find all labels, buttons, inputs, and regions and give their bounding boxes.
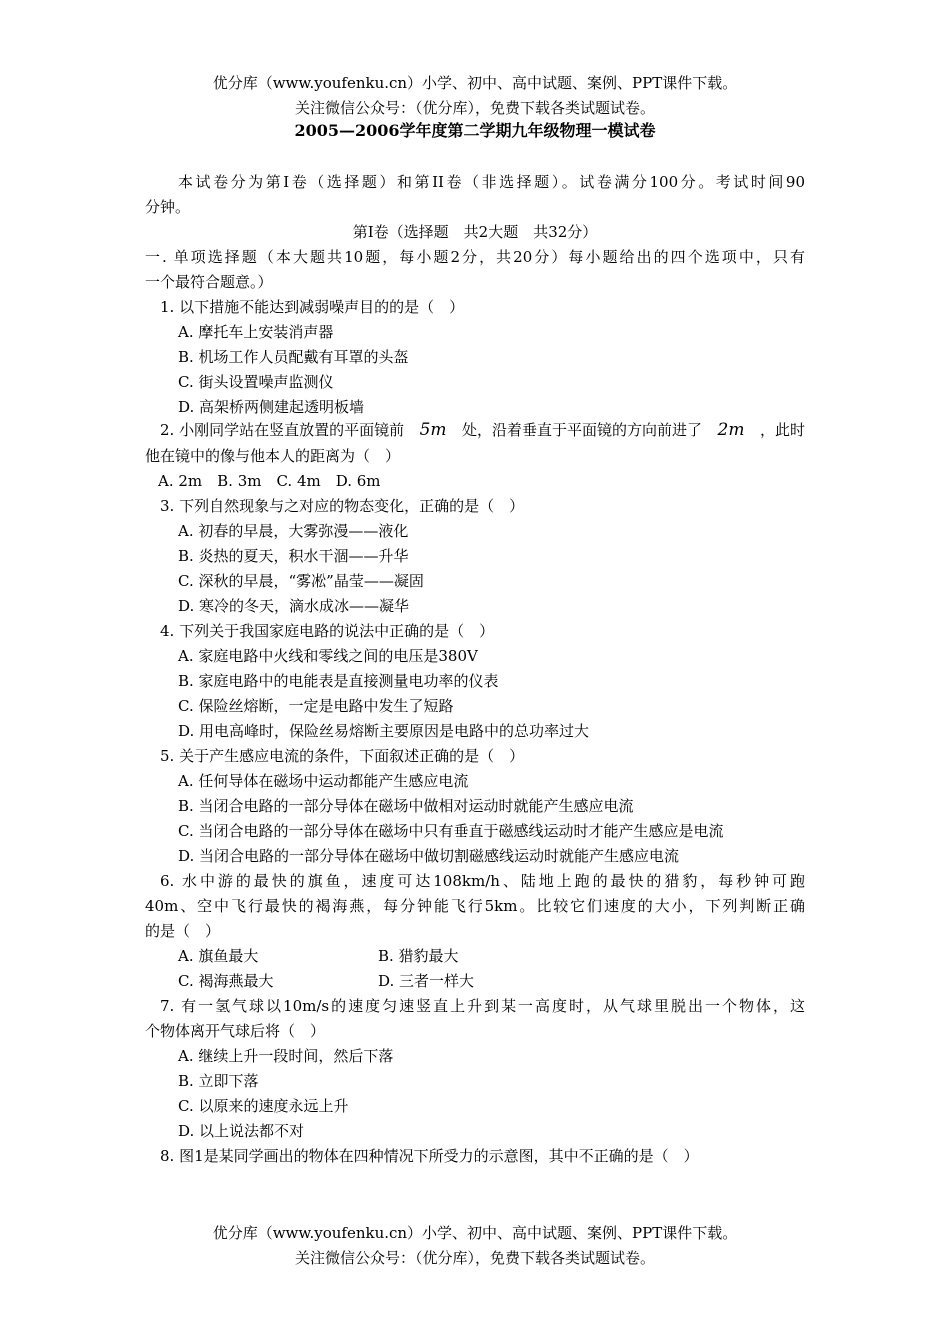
q3-option-a: A. 初春的早晨，大雾弥漫——液化 bbox=[178, 522, 409, 540]
q2-stem-part-b: 处，沿着垂直于平面镜的方向前进了 bbox=[462, 421, 703, 439]
q1-stem: 1. 以下措施不能达到减弱噪声目的的是（ ） bbox=[160, 298, 465, 316]
q7-option-b: B. 立即下落 bbox=[178, 1072, 259, 1090]
part1-line-1: 一. 单项选择题（本大题共10题，每小题2分，共20分）每小题给出的四个选项中，只有 bbox=[145, 248, 805, 266]
header-line-2: 关注微信公众号：（优分库），免费下载各类试题试卷。 bbox=[294, 99, 655, 117]
q4-option-c: C. 保险丝熔断，一定是电路中发生了短路 bbox=[178, 697, 454, 715]
page-title: 2005—2006学年度第二学期九年级物理一模试卷 bbox=[294, 121, 656, 140]
q2-stem-part-a: 2. 小刚同学站在竖直放置的平面镜前 bbox=[160, 421, 405, 439]
header-line-1: 优分库（www.youfenku.cn）小学、初中、高中试题、案例、PPT课件下载。 bbox=[212, 74, 738, 92]
q8-stem: 8. 图1是某同学画出的物体在四种情况下所受力的示意图，其中不正确的是（ ） bbox=[160, 1147, 699, 1165]
footer-line-2: 关注微信公众号：（优分库），免费下载各类试题试卷。 bbox=[294, 1249, 655, 1267]
q4-option-a: A. 家庭电路中火线和零线之间的电压是380V bbox=[178, 647, 478, 665]
q1-option-a: A. 摩托车上安装消声器 bbox=[178, 323, 334, 341]
q4-option-d: D. 用电高峰时，保险丝易熔断主要原因是电路中的总功率过大 bbox=[178, 722, 590, 740]
part1-line-2: 一个最符合题意。） bbox=[145, 273, 273, 291]
q1-option-c: C. 街头设置噪声监测仪 bbox=[178, 373, 334, 391]
q4-stem: 4. 下列关于我国家庭电路的说法中正确的是（ ） bbox=[160, 622, 495, 640]
q2-distance-2m: 2m bbox=[717, 420, 745, 440]
q2-distance-5m: 5m bbox=[419, 420, 447, 440]
q5-option-d: D. 当闭合电路的一部分导体在磁场中做切割磁感线运动时就能产生感应电流 bbox=[178, 847, 680, 865]
q2-options: A. 2m B. 3m C. 4m D. 6m bbox=[158, 472, 381, 490]
q6-line-2: 40m、空中飞行最快的褐海燕，每分钟能飞行5km。比较它们速度的大小，下列判断正确 bbox=[145, 897, 805, 915]
q5-option-c: C. 当闭合电路的一部分导体在磁场中只有垂直于磁感线运动时才能产生感应是电流 bbox=[178, 822, 724, 840]
footer-line-1: 优分库（www.youfenku.cn）小学、初中、高中试题、案例、PPT课件下载。 bbox=[212, 1224, 738, 1242]
q3-stem: 3. 下列自然现象与之对应的物态变化，正确的是（ ） bbox=[160, 497, 525, 515]
q5-option-b: B. 当闭合电路的一部分导体在磁场中做相对运动时就能产生感应电流 bbox=[178, 797, 634, 815]
section-heading: 第I卷（选择题 共2大题 共32分） bbox=[352, 223, 598, 241]
q7-option-a: A. 继续上升一段时间，然后下落 bbox=[178, 1047, 394, 1065]
intro-line-1: 本试卷分为第I卷（选择题）和第II卷（非选择题）。试卷满分100分。考试时间90 bbox=[178, 173, 805, 191]
q1-option-d: D. 高架桥两侧建起透明板墙 bbox=[178, 398, 365, 416]
q6-line-1: 6. 水中游的最快的旗鱼，速度可达108km/h、陆地上跑的最快的猎豹，每秒钟可跑 bbox=[160, 872, 805, 890]
q6-option-b: B. 猎豹最大 bbox=[378, 947, 459, 965]
q2-stem-part-c: ，此时 bbox=[759, 421, 805, 439]
q4-option-b: B. 家庭电路中的电能表是直接测量电功率的仪表 bbox=[178, 672, 499, 690]
q3-option-c: C. 深秋的早晨，“雾凇”晶莹——凝固 bbox=[178, 572, 424, 590]
q3-option-b: B. 炎热的夏天，积水干涸——升华 bbox=[178, 547, 409, 565]
q2-stem bbox=[160, 420, 805, 440]
q1-option-b: B. 机场工作人员配戴有耳罩的头盔 bbox=[178, 348, 409, 366]
q6-option-c: C. 褐海燕最大 bbox=[178, 972, 274, 990]
q7-line-1: 7. 有一氢气球以10m/s的速度匀速竖直上升到某一高度时，从气球里脱出一个物体，这 bbox=[160, 997, 805, 1015]
q5-stem: 5. 关于产生感应电流的条件，下面叙述正确的是（ ） bbox=[160, 747, 525, 765]
q3-option-d: D. 寒冷的冬天，滴水成冰——凝华 bbox=[178, 597, 410, 615]
q7-option-d: D. 以上说法都不对 bbox=[178, 1122, 305, 1140]
intro-line-2: 分钟。 bbox=[145, 198, 191, 216]
q5-option-a: A. 任何导体在磁场中运动都能产生感应电流 bbox=[178, 772, 469, 790]
q6-option-d: D. 三者一样大 bbox=[378, 972, 475, 990]
q6-line-3: 的是（ ） bbox=[145, 922, 221, 940]
q7-line-2: 个物体离开气球后将（ ） bbox=[145, 1022, 326, 1040]
q6-option-a: A. 旗鱼最大 bbox=[178, 947, 259, 965]
q7-option-c: C. 以原来的速度永远上升 bbox=[178, 1097, 349, 1115]
q2-line-2: 他在镜中的像与他本人的距离为（ ） bbox=[145, 447, 401, 465]
